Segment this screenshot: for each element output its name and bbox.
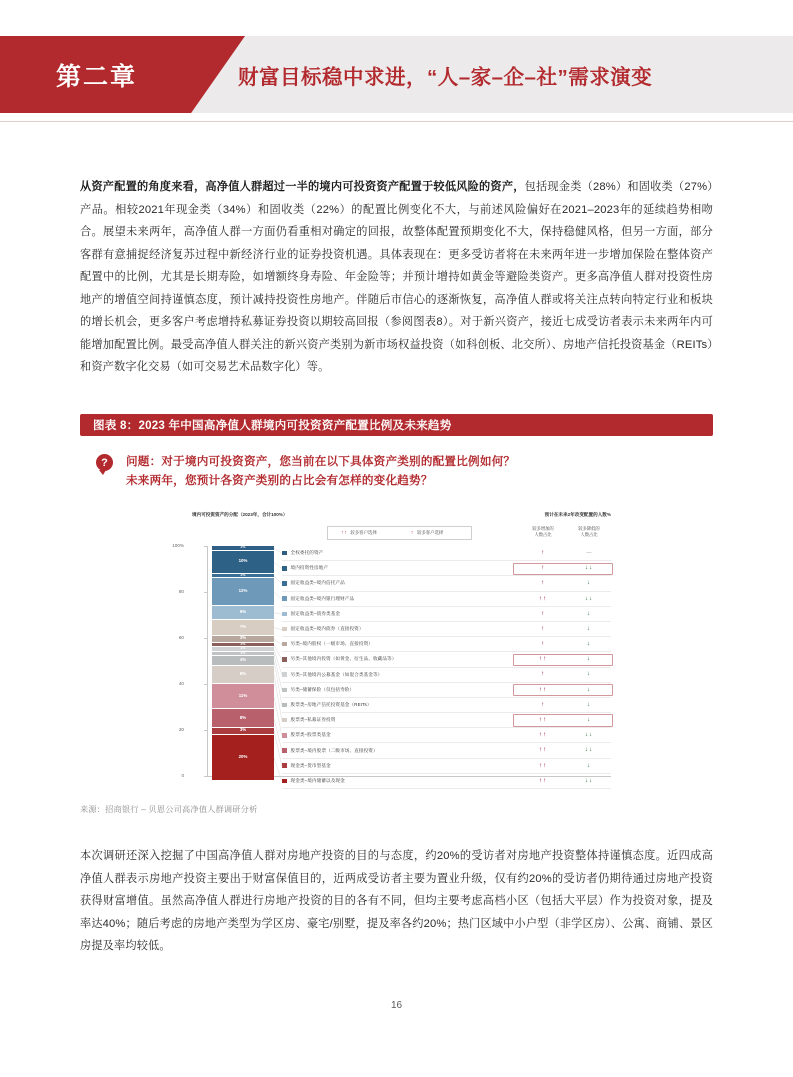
increase-arrow-cell bbox=[521, 576, 565, 590]
connector-line bbox=[274, 592, 282, 599]
table-row bbox=[282, 683, 611, 698]
down-arrow-icon: ↓ bbox=[586, 624, 592, 632]
connector-line bbox=[274, 661, 282, 706]
decrease-arrow-cell bbox=[567, 743, 611, 757]
asset-category-label: 固定收益类–境内银行理财产品 bbox=[290, 595, 355, 601]
bar-segment bbox=[212, 735, 274, 781]
connector-line bbox=[274, 650, 282, 676]
increase-arrow-cell bbox=[521, 622, 565, 636]
column-header-increase-line1: 较多增加的 bbox=[532, 526, 554, 531]
question-line-2: 未来两年，您预计各资产类别的占比会有怎样的变化趋势？ bbox=[126, 474, 433, 487]
figure-title: 图表 8：2023 年中国高净值人群境内可投资资产配置比例及未来趋势 bbox=[93, 419, 452, 432]
decrease-arrow-cell bbox=[567, 713, 611, 727]
bar-segment bbox=[212, 551, 274, 574]
up-arrow-icon: ↑ bbox=[540, 700, 546, 708]
chart-caption-right: 预计在未来2年改变配置的人数% bbox=[544, 512, 611, 517]
legend-swatch bbox=[282, 657, 287, 662]
decrease-arrow-cell bbox=[567, 607, 611, 621]
intro-paragraph bbox=[80, 176, 713, 379]
down-arrow-icon: ↓ bbox=[586, 670, 592, 678]
y-tick-mark bbox=[204, 546, 207, 547]
down-arrow-icon: ↓ bbox=[586, 655, 592, 663]
column-header-decrease-line2: 人数占比 bbox=[580, 532, 598, 537]
y-tick-label: 40 bbox=[178, 681, 184, 686]
table-row bbox=[282, 759, 611, 774]
increase-arrow-cell bbox=[521, 561, 565, 575]
bar-segment-value: 6% bbox=[239, 608, 247, 614]
asset-category-label: 股票类–私募证券投资 bbox=[290, 717, 336, 723]
down-arrow-icon: ↓ bbox=[586, 579, 592, 587]
asset-category-label: 全权委托的资产 bbox=[290, 550, 324, 556]
increase-arrow-cell bbox=[521, 668, 565, 682]
connector-line bbox=[274, 654, 282, 690]
y-tick-mark bbox=[204, 592, 207, 593]
y-tick-label: 100% bbox=[172, 543, 184, 548]
up-arrow-icon: ↑ bbox=[540, 548, 546, 556]
decrease-arrow-cell bbox=[567, 759, 611, 773]
bar-segment bbox=[212, 578, 274, 606]
bar-segment-value: 8% bbox=[239, 714, 247, 720]
bar-segment-value: 12% bbox=[238, 588, 248, 594]
table-row bbox=[282, 546, 611, 561]
decrease-arrow-cell bbox=[567, 546, 611, 560]
down-arrow-icon: ↓↓ bbox=[584, 746, 594, 754]
increase-arrow-cell bbox=[521, 728, 565, 742]
connector-line bbox=[274, 758, 282, 782]
connector-line bbox=[274, 628, 282, 630]
no-change-dash-icon: — bbox=[586, 550, 592, 557]
legend-swatch bbox=[282, 718, 287, 723]
bar-segment-value: 3% bbox=[239, 635, 247, 641]
legend-swatch bbox=[282, 551, 287, 556]
asset-category-label: 现金类–货币型基金 bbox=[290, 762, 331, 768]
legend-swatch bbox=[282, 672, 287, 677]
down-arrow-icon: ↓ bbox=[586, 609, 592, 617]
asset-category-label: 股票类–房地产信托投资基金（REITs） bbox=[290, 701, 372, 707]
chapter-banner bbox=[0, 36, 793, 113]
connector-line bbox=[274, 719, 282, 752]
up-arrow-icon: ↑↑ bbox=[538, 594, 548, 602]
increase-arrow-cell bbox=[521, 683, 565, 697]
increase-arrow-cell bbox=[521, 546, 565, 560]
decrease-arrow-cell bbox=[567, 683, 611, 697]
increase-arrow-cell bbox=[521, 592, 565, 606]
banner-divider bbox=[0, 121, 793, 122]
down-arrow-icon: ↓↓ bbox=[584, 776, 594, 784]
bar-segment-value: 20% bbox=[238, 753, 248, 759]
y-tick-label: 20 bbox=[178, 727, 184, 732]
bar-segment-value: 8% bbox=[239, 671, 247, 677]
down-arrow-icon: ↓↓ bbox=[584, 594, 594, 602]
table-row bbox=[282, 713, 611, 728]
asset-category-label: 现金类–境内储蓄以及现金 bbox=[290, 777, 345, 783]
legend-swatch bbox=[282, 703, 287, 708]
up-arrow-icon: ↑↑ bbox=[538, 761, 548, 769]
connector-line bbox=[274, 639, 282, 645]
legend-label-more: 较多客户选择 bbox=[350, 530, 377, 535]
legend-swatch bbox=[282, 688, 287, 693]
table-row bbox=[282, 576, 611, 591]
y-tick-mark bbox=[204, 638, 207, 639]
legend-swatch bbox=[282, 581, 287, 586]
bar-segment bbox=[212, 684, 274, 709]
table-row bbox=[282, 728, 611, 743]
up-arrow-icon: ↑↑ bbox=[538, 655, 548, 663]
intro-paragraph-rest: 包括现金类（28%）和固收类（27%）产品。相较2021年现金类（34%）和固收类（22%）的配置比例变化不大，与前述风险偏好在2021–2023年的延续趋势相吻合。展望未来两年，高净值人群一方面仍看重相对确定的回报，故整体配置预期变化不大，保持稳健风格，但另一方面，部分客群有意捕捉经济复苏过程中新经济行业的证券投资机遇。具体表现在：更多受访者将在未来两年进一步增加保险在整体资产配置中的比例，尤其是长期寿险，如增额终身寿险、年金险等；并预计增持如黄金等避险类资产。更多高净值人群对投资性房地产的增值空间持谨慎态度，预计减持投资性房地产。伴随后市信心的逐渐恢复，高净值人群或将关注点转向特定行业和板块的增长机会，更多客户考虑增持私募证券投资以期较高回报（参阅图表8）。对于新兴资产，接近七成受访者表示未来两年内可能增加配置比例。最受高净值人群关注的新兴资产类别为新市场权益投资（如科创板、北交所）、房地产信托投资基金（REITs）和资产数字化交易（如可交易艺术品数字化）等。 bbox=[80, 181, 713, 373]
question-block bbox=[96, 452, 716, 490]
table-row bbox=[282, 743, 611, 758]
chart-caption-left: 境内可投资资产的分配（2023年，合计100%） bbox=[192, 512, 288, 517]
decrease-arrow-cell bbox=[567, 592, 611, 606]
asset-category-rows bbox=[282, 546, 611, 789]
closing-paragraph: 本次调研还深入挖掘了中国高净值人群对房地产投资的目的与态度，约20%的受访者对房地产投资整体持谨慎态度。近四成高净值人群表示房地产投资主要出于财富保值目的，近两成受访者主要为置业升级，仅有约20%的受访者仍期待通过房地产投资获得财富增值。虽然高净值人群进行房地产投资的目的各有不同，但均主要考虑高档小区（包括大平层）作为投资对象，提及率达40%；随后考虑的房地产类型为学区房、豪宅/别墅，提及率各约20%；热门区域中小户型（非学区房）、公寓、商铺、景区房提及率均较低。 bbox=[80, 850, 713, 952]
connector-line bbox=[274, 613, 282, 615]
connector-line bbox=[274, 675, 282, 721]
connector-line bbox=[274, 562, 282, 569]
up-arrow-icon: ↑ bbox=[540, 624, 546, 632]
legend-swatch bbox=[282, 566, 287, 571]
down-arrow-icon: ↓↓ bbox=[584, 564, 594, 572]
connector-line bbox=[274, 697, 282, 736]
bar-segment bbox=[212, 709, 274, 727]
up-arrow-icon: ↑↑ bbox=[538, 776, 548, 784]
decrease-arrow-cell bbox=[567, 637, 611, 651]
legend-double-arrow-icon: ↑↑ bbox=[341, 530, 348, 536]
down-arrow-icon: ↓ bbox=[586, 640, 592, 648]
table-row bbox=[282, 668, 611, 683]
decrease-arrow-cell bbox=[567, 698, 611, 712]
increase-arrow-cell bbox=[521, 743, 565, 757]
increase-arrow-cell bbox=[521, 774, 565, 788]
legend-swatch bbox=[282, 612, 287, 617]
y-tick-mark bbox=[204, 684, 207, 685]
bar-segment-value: 10% bbox=[238, 558, 248, 564]
stacked-bar bbox=[212, 546, 274, 776]
page-number: 16 bbox=[390, 1000, 403, 1011]
chart-y-axis bbox=[207, 546, 208, 776]
column-header-increase bbox=[521, 526, 565, 538]
table-row bbox=[282, 607, 611, 622]
chapter-title: 财富目标稳中求进，“人–家–企–社”需求演变 bbox=[238, 65, 653, 89]
connector-line bbox=[274, 548, 282, 553]
figure-title-bar bbox=[80, 414, 713, 436]
column-header-decrease bbox=[567, 526, 611, 538]
up-arrow-icon: ↑ bbox=[540, 670, 546, 678]
bar-segment-value: 2% bbox=[240, 546, 246, 550]
down-arrow-icon: ↓ bbox=[586, 716, 592, 724]
question-line-1: 问题：对于境内可投资资产，您当前在以下具体资产类别的配置比例如何？ bbox=[126, 455, 516, 468]
legend-swatch bbox=[282, 748, 287, 753]
up-arrow-icon: ↑↑ bbox=[538, 731, 548, 739]
asset-category-label: 股票类–境内股票（二级市场、直接投资） bbox=[290, 747, 378, 753]
chapter-label: 第二章 bbox=[56, 62, 138, 91]
asset-allocation-chart bbox=[172, 512, 611, 800]
up-arrow-icon: ↑↑ bbox=[538, 685, 548, 693]
y-tick-label: 60 bbox=[178, 635, 184, 640]
legend-swatch bbox=[282, 642, 287, 647]
connector-line bbox=[274, 731, 282, 766]
y-tick-mark bbox=[204, 730, 207, 731]
up-arrow-icon: ↑↑ bbox=[538, 716, 548, 724]
question-mark-icon: ? bbox=[96, 454, 113, 471]
decrease-arrow-cell bbox=[567, 728, 611, 742]
legend-single-arrow-icon: ↑ bbox=[410, 530, 414, 536]
up-arrow-icon: ↑ bbox=[540, 579, 546, 587]
down-arrow-icon: ↓ bbox=[586, 685, 592, 693]
bar-segment bbox=[212, 656, 274, 665]
legend-swatch bbox=[282, 627, 287, 632]
decrease-arrow-cell bbox=[567, 774, 611, 788]
up-arrow-icon: ↑ bbox=[540, 609, 546, 617]
legend-swatch bbox=[282, 779, 287, 784]
increase-arrow-cell bbox=[521, 698, 565, 712]
bar-segment-value: 2% bbox=[240, 573, 246, 577]
bar-segment-value: 2% bbox=[240, 647, 246, 651]
asset-category-label: 另类–储蓄保险（仅包括寿险） bbox=[290, 686, 355, 692]
bar-segment-value: 2% bbox=[240, 651, 246, 655]
table-row bbox=[282, 698, 611, 713]
bar-segment-value: 2% bbox=[240, 642, 246, 646]
y-tick-label: 80 bbox=[178, 589, 184, 594]
legend-item-some bbox=[411, 530, 444, 536]
table-row bbox=[282, 774, 611, 789]
bar-segment-value: 7% bbox=[239, 623, 247, 629]
asset-category-label: 股票类–股票类基金 bbox=[290, 732, 331, 738]
increase-arrow-cell bbox=[521, 759, 565, 773]
decrease-arrow-cell bbox=[567, 622, 611, 636]
increase-arrow-cell bbox=[521, 637, 565, 651]
decrease-arrow-cell bbox=[567, 652, 611, 666]
legend-swatch bbox=[282, 596, 287, 601]
up-arrow-icon: ↑ bbox=[540, 640, 546, 648]
legend-swatch bbox=[282, 733, 287, 738]
decrease-arrow-cell bbox=[567, 561, 611, 575]
down-arrow-icon: ↓ bbox=[586, 700, 592, 708]
asset-category-label: 另类–其他境内公募基金（如混合类基金等） bbox=[290, 671, 383, 677]
bar-segment-value: 11% bbox=[238, 692, 248, 698]
bar-segment bbox=[212, 728, 274, 735]
bar-segment-value: 4% bbox=[239, 657, 247, 663]
asset-category-label: 另类–其他境内投资（如黄金、衍生品、收藏品等） bbox=[290, 656, 397, 662]
asset-category-label: 另类–境内股权（一级市场、直接投资） bbox=[290, 641, 373, 647]
increase-arrow-cell bbox=[521, 652, 565, 666]
asset-category-label: 境内投资性房地产 bbox=[290, 565, 329, 571]
column-header-decrease-line1: 较多降低的 bbox=[578, 526, 600, 531]
column-header-increase-line2: 人数占比 bbox=[534, 532, 552, 537]
legend-item-more bbox=[341, 530, 377, 536]
connector-line bbox=[274, 645, 282, 660]
bar-segment bbox=[212, 666, 274, 684]
y-tick-mark bbox=[204, 776, 207, 777]
decrease-arrow-cell bbox=[567, 576, 611, 590]
asset-category-label: 固定收益类–债券类基金 bbox=[290, 610, 341, 616]
up-arrow-icon: ↑↑ bbox=[538, 746, 548, 754]
table-row bbox=[282, 592, 611, 607]
bar-segment bbox=[212, 620, 274, 636]
increase-arrow-cell bbox=[521, 607, 565, 621]
down-arrow-icon: ↓ bbox=[586, 761, 592, 769]
down-arrow-icon: ↓↓ bbox=[584, 731, 594, 739]
legend-label-some: 较多客户选择 bbox=[416, 530, 444, 535]
table-row bbox=[282, 652, 611, 667]
y-tick-label: 0 bbox=[181, 773, 184, 778]
bar-segment-value: 3% bbox=[239, 727, 247, 733]
table-row bbox=[282, 622, 611, 637]
table-row bbox=[282, 561, 611, 576]
legend-swatch bbox=[282, 763, 287, 768]
connector-line bbox=[274, 576, 282, 584]
asset-category-label: 固定收益类–境内债券（直接投资） bbox=[290, 626, 364, 632]
intro-paragraph-bold: 从资产配置的角度来看，高净值人群超过一半的境内可投资资产配置于较低风险的资产， bbox=[80, 181, 525, 193]
figure-source: 来源：招商银行 – 贝恩公司高净值人群调研分析 bbox=[80, 805, 258, 814]
bar-segment bbox=[212, 636, 274, 643]
chart-legend bbox=[327, 526, 472, 540]
up-arrow-icon: ↑ bbox=[540, 564, 546, 572]
increase-arrow-cell bbox=[521, 713, 565, 727]
bar-segment bbox=[212, 606, 274, 620]
table-row bbox=[282, 637, 611, 652]
decrease-arrow-cell bbox=[567, 668, 611, 682]
asset-category-label: 固定收益类–境内信托产品 bbox=[290, 580, 345, 586]
